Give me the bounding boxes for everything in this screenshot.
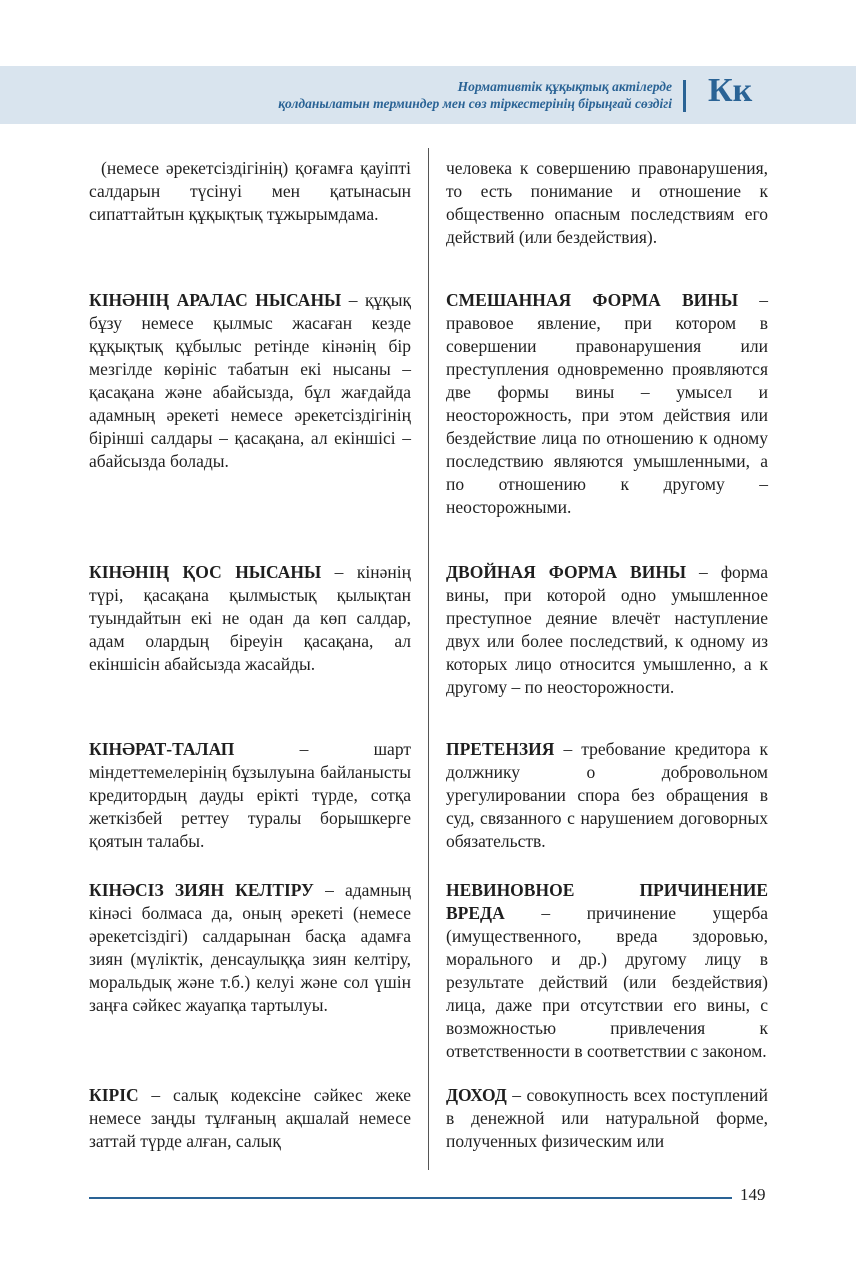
entry-term: КІНӘНІҢ АРАЛАС НЫСАНЫ xyxy=(89,290,342,310)
entry-kz-4 xyxy=(89,879,411,1017)
dictionary-title xyxy=(278,78,672,112)
section-letter: Кк xyxy=(708,72,753,109)
entry-term: КІНӘРАТ-ТАЛАП xyxy=(89,739,235,759)
entry-ru-4 xyxy=(446,879,768,1063)
entry-definition: – құқық бұзу немесе қылмыс жасаған кезде құқықтық құбылыс ретінде кінәнің бір мезгілде көрініс табатын екі нысаны – қасақана және абайсызда, бұл жағдайда адамның әрекеті немесе әрекетсіздігінің бірінші салдары – қасақана, ал екіншісі – абайсызда болады. xyxy=(89,290,411,471)
entry-ru-3 xyxy=(446,738,768,853)
entry-ru-5 xyxy=(446,1084,768,1153)
entry-definition: – адамның кінәсі болмаса да, оның әрекеті (немесе әрекетсіздігі) салдарынан басқа адамға зиян (мүліктік, денсаулыққа зиян келтіру, моральдық және т.б.) келуі және сол үшін заңға сәйкес жауапқа тартылуы. xyxy=(89,880,411,1015)
entry-term: ДВОЙНАЯ ФОРМА ВИНЫ xyxy=(446,562,687,582)
entry-term: КІНӘСІЗ ЗИЯН КЕЛТІРУ xyxy=(89,880,314,900)
entry-term: КІНӘНІҢ ҚОС НЫСАНЫ xyxy=(89,562,322,582)
entry-definition: – правовое явление, при котором в совершении правонарушения или преступления одновременно проявляются две формы вины – умысел и неосторожность, при этом действия или бездействие лица по отношению к одному последствию являются умышленными, а по отношению к другому – неосторожными. xyxy=(446,290,768,517)
entry-kz-2 xyxy=(89,561,411,676)
entry-ru-1 xyxy=(446,289,768,519)
entry-kz-5 xyxy=(89,1084,411,1153)
entry-definition: – причинение ущерба (имущественного, вреда здоровью, морального и др.) другому лицу в результате действий (или бездействия) лица, даже при отсутствии его вины, с возможностью привлечения к ответственности в соответствии с законом. xyxy=(446,903,768,1061)
title-line-2: қолданылатын терминдер мен сөз тіркестерінің бірыңғай сөздігі xyxy=(278,96,672,111)
entry-definition: – совокупность всех поступлений в денежной или натуральной форме, полученных физическим или xyxy=(446,1085,768,1151)
footer-rule xyxy=(89,1197,732,1199)
page-number: 149 xyxy=(740,1185,766,1204)
entry-definition: – форма вины, при которой одно умышленное преступное деяние влечёт наступление двух или более последствий, к одному из которых лицо относится умышленно, а к другому – по неосторожности. xyxy=(446,562,768,697)
entry-definition: (немесе әрекетсіздігінің) қоғамға қауіпті салдарын түсінуі мен қатынасын сипаттайтын құқықтық тұжырымдама. xyxy=(89,158,411,224)
entry-definition: человека к совершению правонарушения, то есть понимание и отношение к общественно опасным последствиям его действий (или бездействия). xyxy=(446,158,768,247)
entry-definition: – требование кредитора к должнику о добровольном урегулировании спора без обращения в суд, связанного с нарушением договорных обязательств. xyxy=(446,739,768,851)
entry-kz-3 xyxy=(89,738,411,853)
entry-definition: – салық кодексіне сәйкес жеке немесе заңды тұлғаның ақшалай немесе заттай түрде алған, салық xyxy=(89,1085,411,1151)
entry-term: КІРІС xyxy=(89,1085,139,1105)
entry-kz-1 xyxy=(89,289,411,473)
entry-definition: – шарт міндеттемелерінің бұзылуына байланысты кредитордың дауды ерікті түрде, сотқа жеткізбей реттеу туралы борышкерге қоятын талабы. xyxy=(89,739,411,851)
entry-term: СМЕШАННАЯ ФОРМА ВИНЫ xyxy=(446,290,739,310)
entry-ru-2 xyxy=(446,561,768,699)
entry-ru-0 xyxy=(446,157,768,249)
column-divider xyxy=(428,148,429,1170)
entry-term: ПРЕТЕНЗИЯ xyxy=(446,739,555,759)
entry-definition: – кінәнің түрі, қасақана қылмыстық қылықтан туындайтын екі не одан да көп салдар, адам олардың біреуін қасақана, ал екіншісін абайсызда жасайды. xyxy=(89,562,411,674)
header-separator xyxy=(683,80,686,112)
title-line-1: Нормативтік құқықтық актілерде xyxy=(457,79,672,94)
entry-term: ДОХОД xyxy=(446,1085,507,1105)
entry-kz-0 xyxy=(89,157,411,226)
entry-term: НЕВИНОВНОЕ ПРИЧИНЕНИЕ ВРЕДА xyxy=(446,880,768,923)
